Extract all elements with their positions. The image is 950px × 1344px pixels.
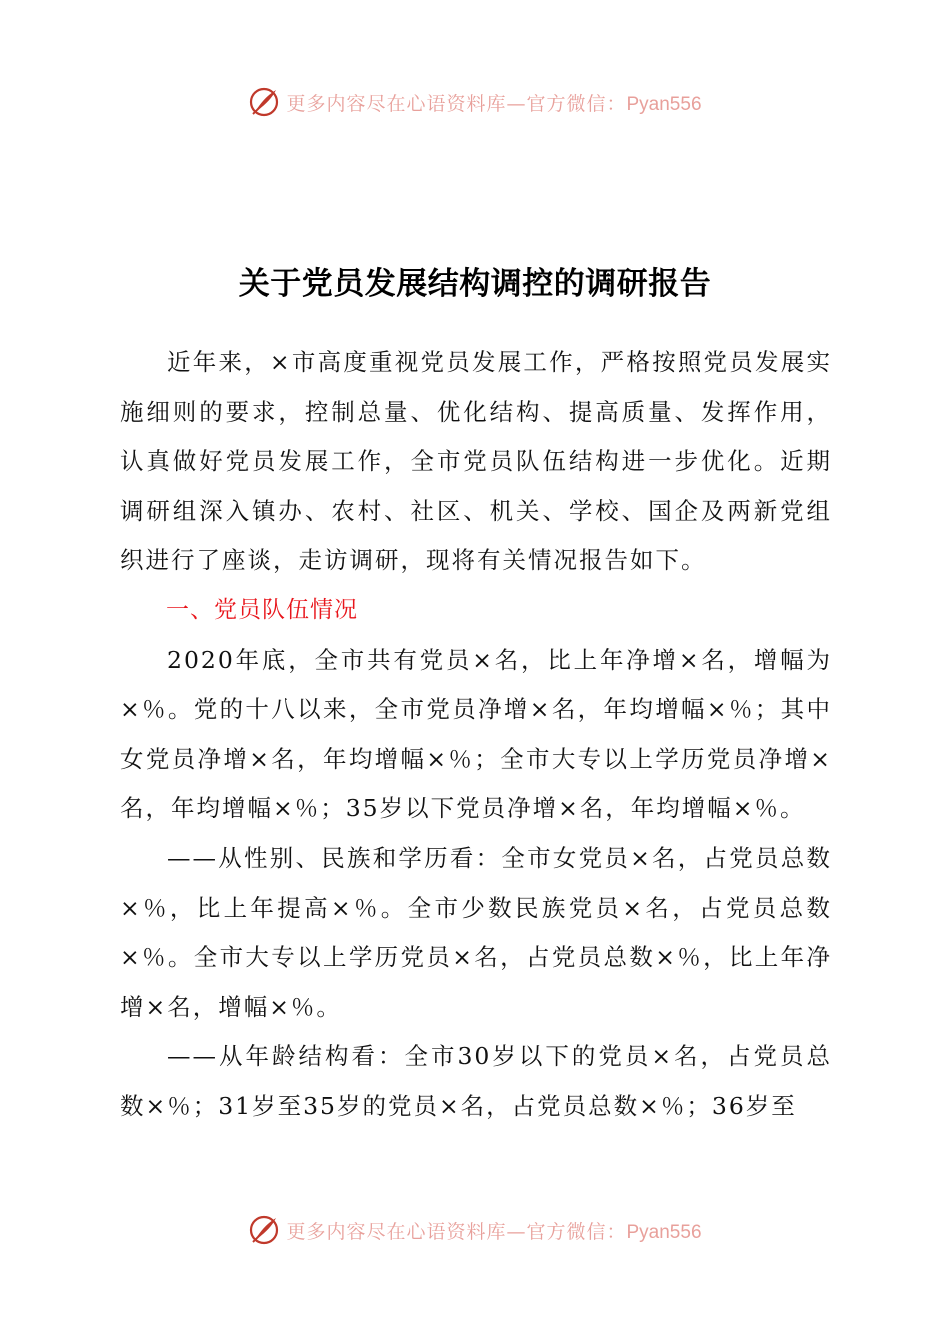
body-paragraph: 2020年底，全市共有党员×名，比上年净增×名，增幅为×％。党的十八以来，全市党员净增×名，年均增幅×％；其中女党员净增×名，年均增幅×％；全市大专以上学历党员净增×名，年均增幅×％；35岁以下党员净增×名，年均增幅×％。 xyxy=(120,645,832,823)
intro-paragraph: 近年来，×市高度重视党员发展工作，严格按照党员发展实施细则的要求，控制总量、优化结构、提高质量、发挥作用，认真做好党员发展工作，全市党员队伍结构进一步优化。近期调研组深入镇办、农村、社区、机关、学校、国企及两新党组织进行了座谈，走访调研，现将有关情况报告如下。 xyxy=(120,348,832,575)
section-heading: 一、党员队伍情况 xyxy=(166,596,358,623)
watermark-text: 更多内容尽在心语资料库—官方微信：Pyan556 xyxy=(286,1220,702,1243)
quill-logo-icon xyxy=(248,1214,280,1246)
body-paragraph: ——从性别、民族和学历看：全市女党员×名，占党员总数×％，比上年提高×％。全市少数民族党员×名，占党员总数×％。全市大专以上学历党员×名，占党员总数×％，比上年净增×名，增幅×％。 xyxy=(120,843,832,1021)
document-body xyxy=(120,338,832,1132)
watermark-text: 更多内容尽在心语资料库—官方微信：Pyan556 xyxy=(286,92,702,115)
footer-watermark xyxy=(0,1208,950,1252)
document-title: 关于党员发展结构调控的调研报告 xyxy=(238,266,712,302)
header-watermark xyxy=(0,80,950,124)
quill-logo-icon xyxy=(248,86,280,118)
body-paragraph: ——从年龄结构看：全市30岁以下的党员×名，占党员总数×％；31岁至35岁的党员×名，占党员总数×％；36岁至 xyxy=(120,1042,832,1120)
